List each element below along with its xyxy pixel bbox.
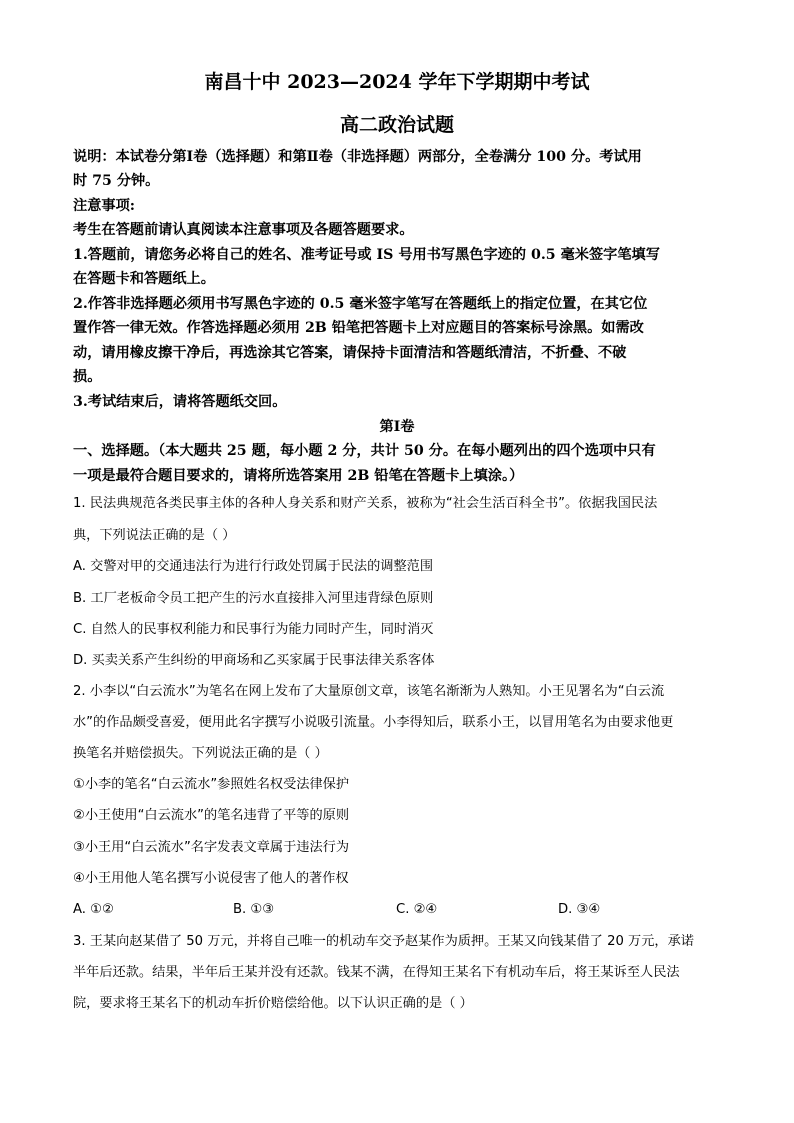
attention-heading: 注意事项:: [73, 198, 135, 214]
question-2-statement-2: ②小王使用“白云流水”的笔名违背了平等的原则: [73, 808, 350, 823]
question-3-stem: 半年后还款。结果，半年后王某并没有还款。钱某不满，在得知王某名下有机动车后，将王某诉至人民法: [73, 965, 680, 980]
question-2-statement-3: ③小王用“白云流水”名字发表文章属于违法行为: [73, 840, 350, 855]
attention-item-2: 损。: [73, 369, 102, 385]
exam-title: 南昌十中 2023—2024 学年下学期期中考试: [204, 71, 590, 93]
question-2-statement-4: ④小王用他人笔名撰写小说侵害了他人的著作权: [73, 871, 349, 886]
question-3-stem: 院，要求将王某名下的机动车折价赔偿给他。以下认识正确的是（ ）: [73, 996, 473, 1011]
question-3-stem: 3. 王某向赵某借了 50 万元，并将自己唯一的机动车交予赵某作为质押。王某又向钱某借了 20 万元，承诺: [73, 934, 694, 949]
attention-item-2: 2.作答非选择题必须用书写黑色字迹的 0.5 毫米签字笔写在答题纸上的指定位置，在其它位: [73, 296, 648, 312]
attention-item-2: 动，请用橡皮擦干净后，再选涂其它答案，请保持卡面清洁和答题纸清洁，不折叠、不破: [73, 345, 627, 361]
note-line: 时 75 分钟。: [73, 173, 160, 189]
question-2-stem: 水”的作品颇受喜爱，便用此名字撰写小说吸引流量。小李得知后，联系小王，以冒用笔名为由要求他更: [73, 715, 674, 730]
question-2-statement-1: ①小李的笔名“白云流水”参照姓名权受法律保护: [73, 777, 350, 792]
question-1-option-c: C. 自然人的民事权利能力和民事行为能力同时产生，同时消灭: [73, 622, 434, 637]
attention-item-2: 置作答一律无效。作答选择题必须用 2B 铅笔把答题卡上对应题目的答案标号涂黑。如需改: [73, 320, 644, 336]
question-2-option-d: D. ③④: [558, 902, 601, 917]
question-2-option-c: C. ②④: [396, 902, 438, 917]
question-2-stem: 换笔名并赔偿损失。下列说法正确的是（ ）: [73, 746, 328, 761]
attention-item-3: 3.考试结束后，请将答题纸交回。: [73, 394, 287, 410]
section-label: 第Ⅰ卷: [379, 419, 415, 435]
question-1-option-b: B. 工厂老板命令员工把产生的污水直接排入河里违背绿色原则: [73, 591, 434, 606]
attention-item-1: 在答题卡和答题纸上。: [73, 271, 215, 287]
attention-item-1: 1.答题前，请您务必将自己的姓名、准考证号或 IS 号用书写黑色字迹的 0.5 毫米签字笔填写: [73, 247, 660, 263]
part-heading: 一项是最符合题目要求的，请将所选答案用 2B 铅笔在答题卡上填涂。）: [73, 468, 524, 484]
question-1-option-d: D. 买卖关系产生纠纷的甲商场和乙买家属于民事法律关系客体: [73, 653, 435, 668]
question-2-stem: 2. 小李以“白云流水”为笔名在网上发布了大量原创文章，该笔名渐渐为人熟知。小王见署名为“白云流: [73, 684, 665, 699]
question-1-stem: 典，下列说法正确的是（ ）: [73, 528, 236, 543]
question-1-stem: 1. 民法典规范各类民事主体的各种人身关系和财产关系，被称为“社会生活百科全书”。依据我国民法: [73, 496, 658, 511]
question-2-option-b: B. ①③: [233, 902, 275, 917]
question-1-option-a: A. 交警对甲的交通违法行为进行行政处罚属于民法的调整范围: [73, 559, 434, 574]
question-2-option-a: A. ①②: [73, 902, 114, 917]
attention-intro: 考生在答题前请认真阅读本注意事项及各题答题要求。: [73, 222, 414, 238]
part-heading: 一、选择题。（本大题共 25 题，每小题 2 分，共计 50 分。在每小题列出的四个选项中只有: [73, 443, 656, 459]
note-line: 说明：本试卷分第Ⅰ卷（选择题）和第Ⅱ卷（非选择题）两部分，全卷满分 100 分。考试用: [73, 149, 642, 165]
exam-subtitle: 高二政治试题: [339, 114, 454, 136]
